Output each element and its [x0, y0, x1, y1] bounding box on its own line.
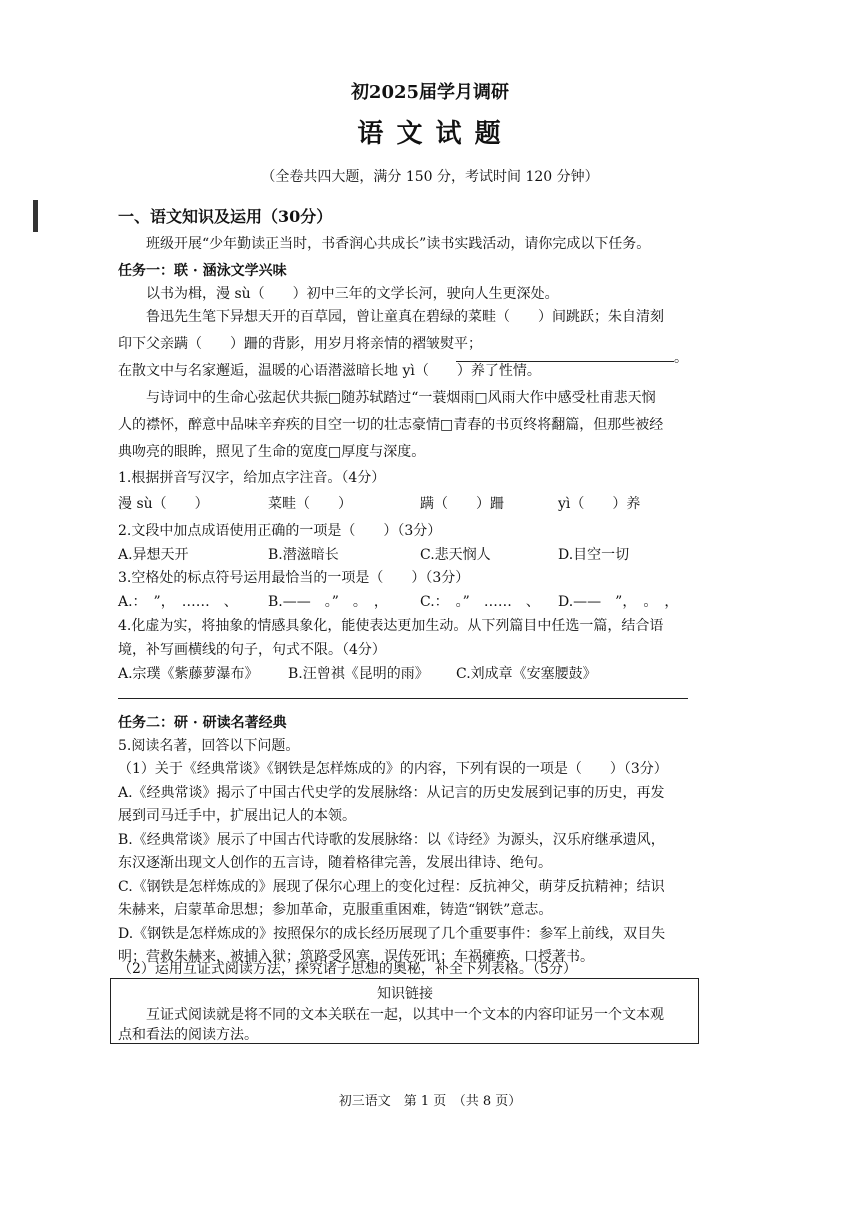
task1-line: 与诗词中的生命心弦起伏共振□随苏轼踏过“一蓑烟雨□风雨大作中感受杜甫悲天悯 — [146, 390, 656, 406]
q5-option: B.《经典常谈》展示了中国古代诗歌的发展脉络：以《诗经》为源头，汉乐府继承遗风， — [118, 832, 665, 848]
q1-item: 蹒（ ）跚 — [420, 496, 504, 512]
q3-stem: 3.空格处的标点符号运用最恰当的一项是（ ）（3分） — [118, 570, 470, 586]
fill-in-blank-line: 。 — [456, 347, 688, 367]
q5-option-cont: 朱赫来，启蒙革命思想；参加革命，克服重重困难，铸造“钢铁”意志。 — [118, 902, 553, 918]
page-footer: 初三语文 第 1 页 （共 8 页） — [338, 1094, 522, 1109]
exam-name: 初2025届学月调研 — [350, 82, 510, 103]
q5-option: A.《经典常谈》揭示了中国古代史学的发展脉络：从记言的历史发展到记事的历史，再发 — [118, 785, 665, 801]
q3-option: A.： ”， …… 、 — [118, 594, 238, 610]
q5-option-cont: 展到司马迁手中，扩展出记人的本领。 — [118, 808, 356, 824]
q2-option: C.悲天悯人 — [420, 547, 491, 563]
q4-option: A.宗璞《紫藤萝瀑布》 — [118, 666, 259, 682]
q4-stem: 4.化虚为实，将抽象的情感具象化，能使表达更加生动。从下列篇目中任选一篇，结合语 — [118, 618, 664, 634]
q4-option: C.刘成章《安塞腰鼓》 — [456, 666, 597, 682]
q2-stem: 2.文段中加点成语使用正确的一项是（ ）（3分） — [118, 523, 442, 539]
subject-title: 语 文 试 题 — [357, 119, 503, 149]
q1-item: 漫 sù（ ） — [118, 496, 209, 512]
q5-2-stem: （2）运用互证式阅读方法，探究诸子思想的奥秘，补全下列表格。（5分） — [118, 961, 577, 977]
q4-option: B.汪曾祺《昆明的雨》 — [288, 666, 429, 682]
task1-line: 典吻亮的眼眸，照见了生命的宽度□厚度与深度。 — [118, 444, 426, 460]
scan-artifact-mark — [33, 200, 38, 232]
task1-line: 人的襟怀，醉意中品味辛弃疾的目空一切的壮志豪情□青春的书页终将翻篇，但那些被经 — [118, 417, 664, 433]
q5-option: D.《钢铁是怎样炼成的》按照保尔的成长经历展现了几个重要事件：参军上前线，双目失 — [118, 926, 666, 942]
knowledge-box-text: 点和看法的阅读方法。 — [118, 1027, 258, 1043]
q5-stem: 5.阅读名著，回答以下问题。 — [118, 738, 300, 754]
q4-stem: 境，补写画横线的句子，句式不限。（4分） — [118, 642, 386, 658]
section1-title: 一、语文知识及运用（30分） — [118, 207, 333, 226]
task1-line: 印下父亲蹒（ ）跚的背影，用岁月将亲情的褶皱熨平； — [118, 336, 482, 352]
task1-line: 鲁迅先生笔下异想天开的百草园，曾让童真在碧绿的菜畦（ ）间跳跃；朱自清刻 — [146, 309, 664, 325]
section1-intro: 班级开展“少年勤读正当时，书香润心共成长”读书实践活动，请你完成以下任务。 — [146, 236, 651, 252]
q3-option: C.： 。” …… 、 — [420, 594, 540, 610]
q2-option: D.目空一切 — [558, 547, 630, 563]
knowledge-box-text: 互证式阅读就是将不同的文本关联在一起，以其中一个文本的内容印证另一个文本观 — [146, 1007, 664, 1023]
task1-line: 在散文中与名家邂逅，温暖的心语潜滋暗长地 yì（ ）养了性情。 — [118, 363, 541, 379]
exam-info: （全卷共四大题，满分 150 分，考试时间 120 分钟） — [261, 169, 599, 185]
q1-stem: 1.根据拼音写汉字，给加点字注音。（4分） — [118, 470, 386, 486]
q5-option-cont: 明；营救朱赫来，被捕入狱；筑路受风寒，误传死讯；车祸瘫痪，口授著书。 — [118, 949, 594, 965]
q5-option-cont: 东汉逐渐出现文人创作的五言诗，随着格律完善，发展出律诗、绝句。 — [118, 855, 552, 871]
q2-option: A.异想天开 — [118, 547, 189, 563]
answer-line — [118, 698, 688, 699]
q5-1-stem: （1）关于《经典常谈》《钢铁是怎样炼成的》的内容，下列有误的一项是（ ）（3分） — [118, 761, 668, 777]
task2-title: 任务二：研 · 研读名著经典 — [118, 715, 287, 731]
q2-option: B.潜滋暗长 — [268, 547, 339, 563]
q3-option: D.—— ”， 。 ， — [558, 594, 679, 610]
knowledge-box-title: 知识链接 — [377, 986, 433, 1002]
q1-item: 菜畦（ ） — [268, 496, 352, 512]
q3-option: B.—— 。” 。 ， — [268, 594, 388, 610]
task1-line: 以书为楫，漫 sù（ ）初中三年的文学长河，驶向人生更深处。 — [146, 286, 559, 302]
task1-title: 任务一：联 · 涵泳文学兴味 — [118, 263, 287, 279]
q1-item: yì（ ）养 — [558, 496, 641, 512]
q5-option: C.《钢铁是怎样炼成的》展现了保尔心理上的变化过程：反抗神父，萌芽反抗精神；结识 — [118, 879, 665, 895]
